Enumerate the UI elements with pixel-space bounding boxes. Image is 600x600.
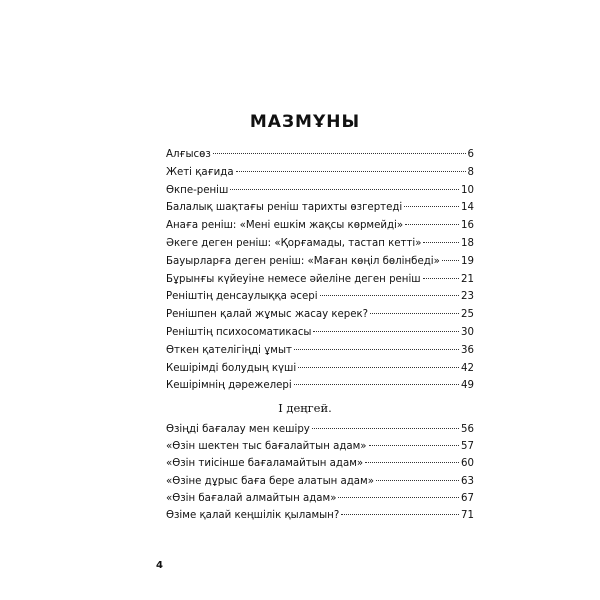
toc-entry [166, 490, 474, 507]
table-of-contents [166, 146, 474, 395]
toc-entry-title: «Өзін бағалай алмайтын адам» [166, 492, 337, 504]
toc-entry-title: Ренiштiң денсаулыққа әсерi [166, 291, 318, 303]
toc-leader-dots [341, 514, 459, 515]
toc-leader-dots [442, 260, 459, 261]
toc-entry [166, 217, 474, 235]
toc-entry-title: Балалық шақтағы реніш тарихты өзгертеді [166, 202, 403, 214]
toc-leader-dots [213, 153, 466, 154]
toc-leader-dots [376, 480, 459, 481]
page-title: МАЗМҰНЫ [249, 112, 361, 132]
toc-entry-page: 19 [461, 255, 474, 267]
toc-entry-page: 36 [461, 344, 474, 356]
toc-leader-dots [312, 428, 459, 429]
toc-entry [166, 182, 474, 200]
toc-entry [166, 360, 474, 378]
section-heading: І деңгей. [278, 401, 332, 415]
toc-entry [166, 271, 474, 289]
toc-entry [166, 253, 474, 271]
toc-entry [166, 235, 474, 253]
toc-entry-page: 67 [461, 492, 474, 504]
toc-entry-title: Өкпе-реніш [166, 184, 229, 196]
toc-entry [166, 306, 474, 324]
toc-entry-page: 6 [467, 149, 474, 160]
toc-entry-title: Бауырларға деген реніш: «Маған көңіл бөлінбеді» [166, 255, 440, 267]
toc-entry-title: Өзіңді бағалау мен кешіру [166, 424, 310, 435]
toc-entry-page: 10 [461, 184, 474, 196]
toc-entry-page: 18 [461, 237, 474, 249]
toc-entry-title: Ренiштiң психосоматикасы [166, 326, 312, 338]
toc-leader-dots [369, 445, 459, 446]
toc-entry-page: 8 [467, 166, 474, 178]
toc-entry-title: «Өзіне дұрыс баға бере алатын адам» [166, 475, 374, 487]
toc-entry-title: Кешірімнің дәрежелері [166, 380, 292, 392]
toc-leader-dots [423, 278, 459, 279]
toc-entry-page: 42 [461, 362, 474, 374]
toc-entry-title: Өзіме қалай кеңшілік қыламын? [166, 509, 340, 521]
toc-leader-dots [294, 384, 459, 385]
toc-leader-dots [404, 206, 459, 207]
toc-entry-title: Анаға реніш: «Мені ешкім жақсы көрмейді» [166, 220, 404, 232]
toc-leader-dots [370, 313, 459, 314]
toc-entry [166, 377, 474, 395]
toc-entry [166, 473, 474, 490]
toc-entry-page: 57 [461, 441, 474, 453]
toc-entry [166, 438, 474, 455]
toc-entry-page: 23 [461, 291, 474, 303]
toc-entry-page: 63 [461, 475, 474, 487]
toc-entry-title: Әкеге деген реніш: «Қорғамады, тастап кетті» [166, 237, 422, 249]
toc-entry-page: 60 [461, 458, 474, 470]
toc-entry [166, 324, 474, 342]
book-page [136, 8, 474, 592]
toc-entry [166, 164, 474, 182]
toc-leader-dots [338, 497, 459, 498]
toc-entry-title: Бұрынғы күйеуіне немесе әйеліне деген реніш [166, 273, 421, 285]
toc-entry [166, 146, 474, 164]
page-number: 4 [156, 560, 163, 571]
toc-leader-dots [294, 349, 459, 350]
toc-entry-title: Кешірімді болудың күші [166, 362, 297, 374]
toc-leader-dots [298, 367, 459, 368]
toc-entry-page: 25 [461, 309, 474, 321]
toc-entry [166, 199, 474, 217]
toc-entry [166, 455, 474, 472]
toc-entry [166, 421, 474, 438]
toc-entry-title: Алғысөз [166, 149, 211, 160]
toc-entry-title: «Өзін шектен тыс бағалайтын адам» [166, 441, 367, 453]
toc-entry-page: 49 [461, 380, 474, 392]
toc-entry-title: Өткен қателігіңді ұмыт [166, 344, 292, 356]
table-of-contents-level1 [166, 421, 474, 524]
toc-entry-title: Ренішпен қалай жұмыс жасау керек? [166, 309, 369, 321]
toc-entry [166, 288, 474, 306]
toc-entry-page: 30 [461, 326, 474, 338]
toc-leader-dots [405, 224, 459, 225]
toc-leader-dots [236, 171, 466, 172]
toc-leader-dots [320, 295, 459, 296]
toc-entry-title: Жеті қағида [166, 166, 234, 178]
toc-entry-page: 21 [461, 273, 474, 285]
toc-entry [166, 342, 474, 360]
toc-leader-dots [423, 242, 459, 243]
toc-entry-page: 16 [461, 220, 474, 232]
toc-entry-page: 71 [461, 509, 474, 521]
toc-leader-dots [230, 189, 459, 190]
toc-leader-dots [313, 331, 459, 332]
toc-entry-page: 14 [461, 202, 474, 214]
toc-leader-dots [365, 462, 459, 463]
toc-entry-page: 56 [461, 424, 474, 435]
toc-entry-title: «Өзін тиісінше бағаламайтын адам» [166, 458, 364, 470]
toc-entry [166, 507, 474, 524]
